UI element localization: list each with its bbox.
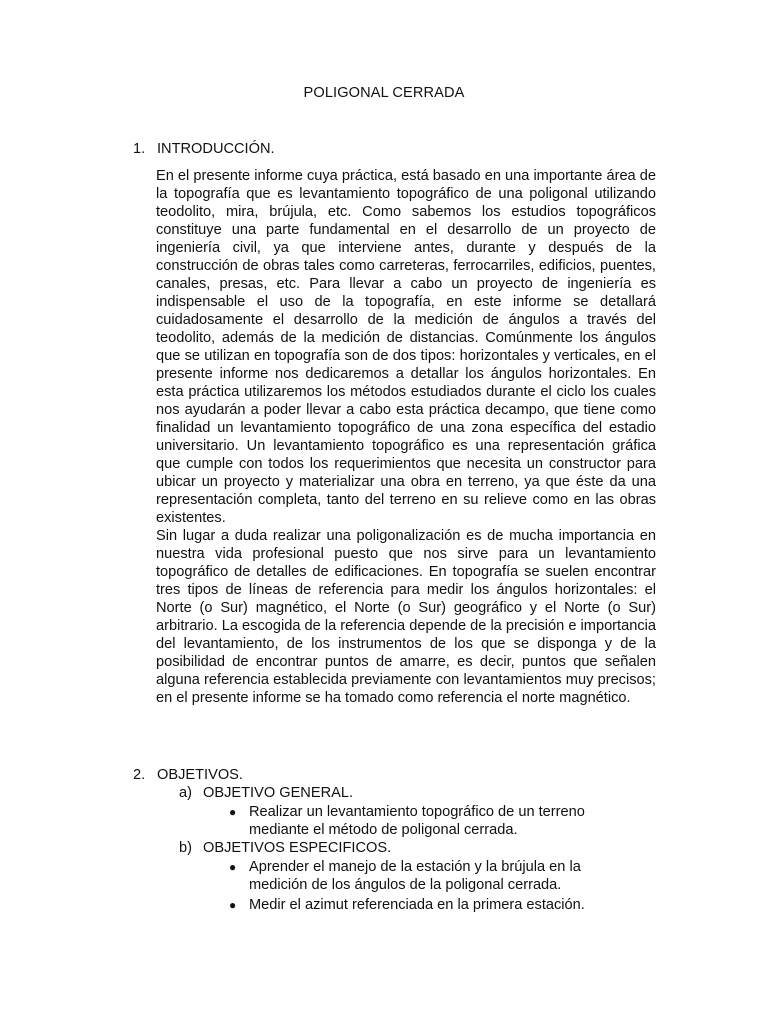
subsection-letter: a) [179,785,192,801]
section-title: INTRODUCCIÓN. [157,141,275,157]
document-title: POLIGONAL CERRADA [303,85,465,101]
bullet-icon: ● [229,898,237,912]
section-introduccion-heading [133,140,275,158]
list-item [229,858,629,894]
introduccion-body [156,167,656,707]
bullet-icon: ● [229,860,237,874]
subsection-title: OBJETIVOS ESPECIFICOS. [203,840,392,856]
bullet-text: Medir el azimut referenciada en la primera estación. [249,897,585,913]
subsection-objetivos-especificos [179,839,391,857]
bullet-text: Realizar un levantamiento topográfico de un terreno mediante el método de poligonal cerrada. [249,804,585,838]
subsection-title: OBJETIVO GENERAL. [203,785,354,801]
bullet-icon: ● [229,805,237,819]
section-title: OBJETIVOS. [157,767,243,783]
section-number: 2. [133,767,146,783]
section-number: 1. [133,141,146,157]
paragraph: Sin lugar a duda realizar una poligonalización es de mucha importancia en nuestra vida profesional puesto que nos sirve para un levantamiento topográfico de detalles de edificaciones. En topografía se suelen encontrar tres tipos de líneas de referencia para medir los ángulos horizontales: el Norte (o Sur) magnético, el Norte (o Sur) geográfico y el Norte (o Sur) arbitrario. La escogida de la referencia depende de la precisión e importancia del levantamiento, de los instrumentos de los que se disponga y de la posibilidad de encontrar puntos de amarre, es decir, puntos que señalen alguna referencia establecida previamente con levantamientos muy precisos; en el presente informe se ha tomado como referencia el norte magnético. [156,528,656,706]
section-objetivos-heading [133,766,243,784]
subsection-letter: b) [179,840,192,856]
list-item [229,896,629,914]
subsection-objetivo-general [179,784,353,802]
paragraph: En el presente informe cuya práctica, está basado en una importante área de la topografía que es levantamiento topográfico de una poligonal utilizando teodolito, mira, brújula, etc. Como sabemos los estudios topográficos constituye una parte fundamental en el desarrollo de un proyecto de ingeniería civil, ya que interviene antes, durante y después de la construcción de obras tales como carreteras, ferrocarriles, edificios, puentes, canales, presas, etc. Para llevar a cabo un proyecto de ingeniería es indispensable el uso de la topografía, en este informe se detallará cuidadosamente el desarrollo de la medición de ángulos a través del teodolito, además de la medición de distancias. Comúnmente los ángulos que se utilizan en topografía son de dos tipos: horizontales y verticales, en el presente informe nos dedicaremos a detallar los ángulos horizontales. En esta práctica utilizaremos los métodos estudiados durante el ciclo los cuales nos ayudarán a poder llevar a cabo esta práctica decampo, que tiene como finalidad un levantamiento topográfico de una zona específica del estadio universitario. Un levantamiento topográfico es una representación gráfica que cumple con todos los requerimientos que necesita un constructor para ubicar un proyecto y materializar una obra en terreno, ya que éste da una representación completa, tanto del terreno en su relieve como en las obras existentes. [156,168,656,526]
bullet-text: Aprender el manejo de la estación y la brújula en la medición de los ángulos de la poligonal cerrada. [249,859,581,893]
list-item [229,803,629,839]
